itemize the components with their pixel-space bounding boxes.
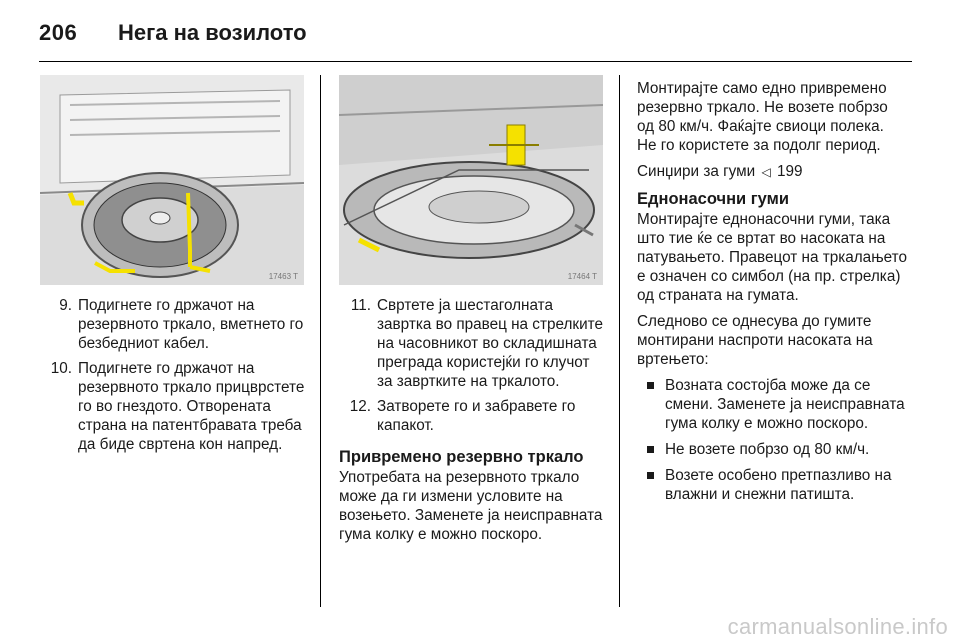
step-number: 11.: [350, 297, 371, 314]
carrier-bolt-illustration: [339, 75, 603, 285]
step-item: [40, 359, 308, 454]
bullet-item: [637, 440, 907, 459]
paragraph: Следново се однесува до гумите монтирани наспроти насоката на вртењето:: [637, 313, 873, 368]
paragraph: Монтирајте само едно привремено резервно тркало. Не возете побрзо од 80 км/ч. Фаќајте свиоци полека. Не го користете за подолг период.: [637, 80, 888, 154]
watermark: carmanualsonline.info: [727, 614, 948, 639]
step-text: Затворете го и забравете го капакот.: [377, 398, 576, 434]
step-item: [40, 296, 308, 353]
bullet-text: Возната состојба може да се смени. Заменете ја неисправната гума колку е можно поскоро.: [665, 377, 905, 432]
page-number: 206: [39, 20, 78, 45]
bullet-square-icon: [647, 472, 654, 479]
left-column: [40, 296, 308, 460]
step-number: 12.: [349, 398, 371, 415]
figure-code: 17464 T: [567, 272, 597, 281]
column-divider-right: [619, 75, 620, 607]
chapter-title: Нега на возилото: [118, 20, 307, 45]
crossref-line: [637, 162, 907, 182]
step-number: 10.: [50, 360, 72, 377]
step-text: Свртете ја шестаголната завртка во правец на стрелките на часовникот во складишната преграда користејќи го клучот за завртките на тркалото.: [377, 297, 603, 390]
figure-code: 17463 T: [268, 272, 298, 281]
figure-spare-wheel-carrier: [40, 75, 304, 285]
right-column: [637, 79, 907, 511]
crossref-arrow-icon: ◁: [761, 165, 771, 179]
bullet-square-icon: [647, 446, 654, 453]
step-item: [339, 296, 607, 391]
bullet-text: Не возете побрзо од 80 км/ч.: [665, 441, 870, 458]
figure-carrier-bolt: [339, 75, 603, 285]
column-divider-left: [320, 75, 321, 607]
bullet-item: [637, 376, 907, 433]
paragraph: Монтирајте еднонасочни гуми, така што тие ќе се вртат во насоката на патувањето. Правецот на тркалањето е означен со симбол (на пр. стрелка) од страната на гумата.: [637, 211, 907, 304]
header-rule: [39, 61, 912, 62]
page-header: [0, 0, 960, 60]
paragraph: Употребата на резервното тркало може да ги измени условите на возењето. Заменете ја неисправната гума колку е можно поскоро.: [339, 469, 603, 543]
bullet-text: Возете особено претпазливо на влажни и снежни патишта.: [665, 467, 892, 503]
section-heading-directional-tyres: Еднонасочни гуми: [637, 190, 789, 208]
section-heading-temporary-spare: Привремено резервно тркало: [339, 448, 584, 466]
bullet-square-icon: [647, 382, 654, 389]
step-number: 9.: [59, 297, 72, 314]
spare-wheel-carrier-illustration: [40, 75, 304, 285]
step-text: Подигнете го држачот на резервното тркало, вметнето го безбедниот кабел.: [78, 297, 304, 352]
crossref-text: Синџири за гуми: [637, 163, 756, 180]
step-item: [339, 397, 607, 435]
middle-column: [339, 296, 607, 551]
step-text: Подигнете го држачот на резервното тркало прицврстете го во гнездото. Отворената страна на патентбравата треба да биде свртена кон напред.: [78, 360, 305, 453]
crossref-page-link[interactable]: 199: [776, 163, 803, 180]
bullet-item: [637, 466, 907, 504]
